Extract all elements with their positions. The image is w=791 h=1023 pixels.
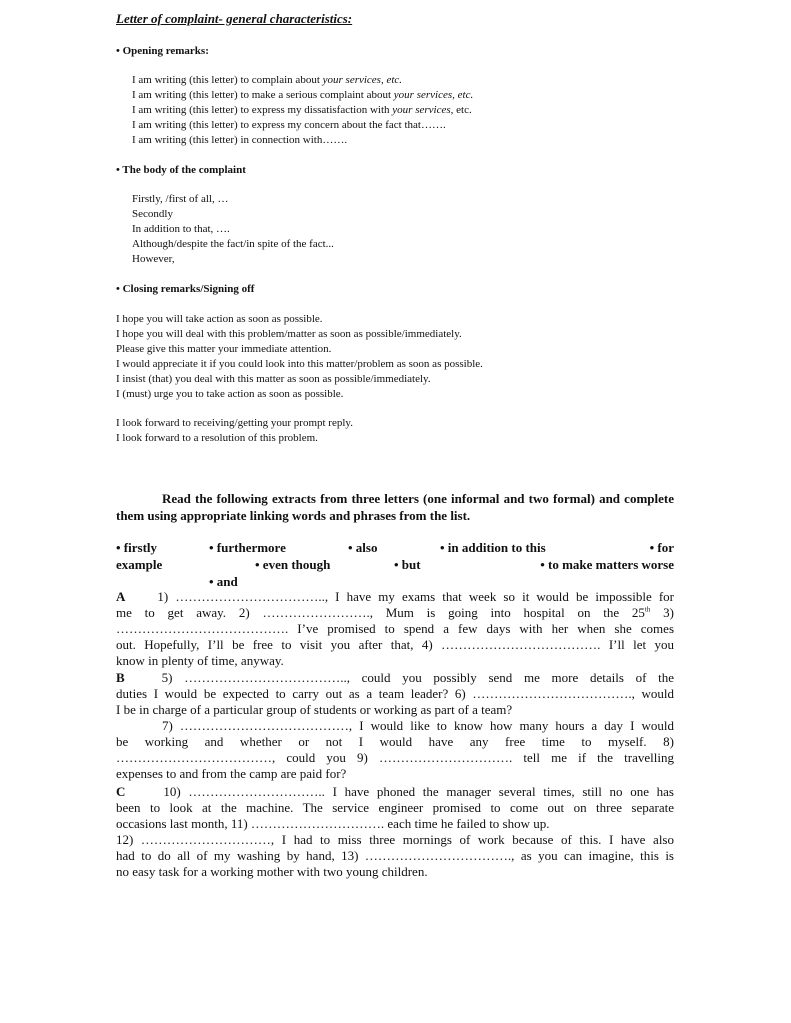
extract-label: B [116, 670, 125, 685]
body-line: Although/despite the fact/in spite of the fact... [132, 238, 334, 250]
closing-line: Please give this matter your immediate attention. [116, 343, 332, 355]
opening-line: I am writing (this letter) to express my dissatisfaction with your services, etc. [132, 104, 472, 116]
extract-line: no easy task for a working mother with two young children. [116, 864, 428, 879]
word-option: • to make matters worse [540, 557, 674, 572]
opening-line: I am writing (this letter) to make a serious complaint about your services, etc. [132, 89, 474, 101]
closing-line: I (must) urge you to take action as soon as possible. [116, 388, 344, 400]
closing-line: I hope you will take action as soon as possible. [116, 313, 323, 325]
word-option: • furthermore [209, 540, 286, 555]
extract-b [116, 670, 674, 782]
extract-line: duties I would be expected to carry out as a team leader? 6) ………………………………., would [116, 686, 674, 701]
extract-line: …………………………………. I’ve promised to spend a few days with her when she comes [116, 621, 674, 636]
exercise-instructions: Read the following extracts from three letters (one informal and two formal) and complete them using appropriate linking words and phrases from the list. [116, 491, 674, 523]
word-option: • also [348, 540, 378, 555]
closing-line: I look forward to a resolution of this problem. [116, 432, 318, 444]
word-list-row [116, 539, 674, 556]
extract-line: out. Hopefully, I’ll be free to visit you after that, 4) ………………………………. I’ll let you [116, 637, 674, 652]
word-list-row [116, 556, 674, 573]
body-line: Secondly [132, 208, 173, 220]
word-list-row [116, 573, 674, 590]
extract-line: A 1) …………………………….., I have my exams that week so it would be impossible for [116, 589, 674, 604]
extract-c [116, 784, 674, 880]
extract-line: be working and whether or not I would have any free time to myself. 8) [116, 734, 674, 749]
extract-line: B 5) ……………………………….., could you possibly send me more details of the [116, 670, 674, 685]
extract-label: A [116, 589, 126, 604]
body-line: However, [132, 253, 175, 265]
word-option: • in addition to this [440, 540, 546, 555]
extract-a [116, 589, 674, 669]
extract-line: 12) …………………………, I had to miss three mornings of work because of this. I have also [116, 832, 674, 847]
opening-line: I am writing (this letter) to express my concern about the fact that……. [132, 119, 446, 131]
word-option: • but [394, 557, 421, 572]
word-option: • for [649, 540, 674, 555]
extract-line: me to get away. 2) ……………………., Mum is going into hospital on the 25th 3) [116, 605, 674, 620]
closing-line: I hope you will deal with this problem/matter as soon as possible/immediately. [116, 328, 462, 340]
extract-line: C 10) ………………………….. I have phoned the manager several times, still no one has [116, 784, 674, 799]
extract-line: been to look at the machine. The service engineer promised to come out on three separate [116, 800, 674, 815]
word-option: example [116, 557, 163, 572]
extract-line: ………………………………, could you 9) …………………………. tell me if the travelling [116, 750, 674, 765]
closing-line: I look forward to receiving/getting your prompt reply. [116, 417, 353, 429]
extract-line: had to do all of my washing by hand, 13) ……………………………., as you can imagine, this is [116, 848, 674, 863]
opening-line: I am writing (this letter) in connection with……. [132, 134, 348, 146]
opening-line: I am writing (this letter) to complain about your services, etc. [132, 74, 403, 86]
extract-line: 7) …………………………………, I would like to know how many hours a day I would [162, 718, 674, 733]
extract-line: occasions last month, 11) …………………………. each time he failed to show up. [116, 816, 550, 831]
word-option: • and [209, 574, 238, 589]
closing-line: I insist (that) you deal with this matter as soon as possible/immediately. [116, 373, 431, 385]
extract-label: C [116, 784, 126, 799]
extract-line: I be in charge of a particular group of students or working as part of a team? [116, 702, 513, 717]
opening-remarks-heading: • Opening remarks: [116, 45, 209, 57]
extract-line: expenses to and from the camp are paid for? [116, 766, 347, 781]
closing-line: I would appreciate it if you could look into this matter/problem as soon as possible. [116, 358, 483, 370]
word-option: • firstly [116, 540, 158, 555]
body-line: Firstly, /first of all, … [132, 193, 229, 205]
body-line: In addition to that, …. [132, 223, 230, 235]
page-title: Letter of complaint- general characteristics: [116, 11, 353, 26]
word-option: • even though [255, 557, 331, 572]
extract-line: know in plenty of time, anyway. [116, 653, 284, 668]
body-heading: • The body of the complaint [116, 164, 246, 176]
closing-heading: • Closing remarks/Signing off [116, 283, 255, 295]
